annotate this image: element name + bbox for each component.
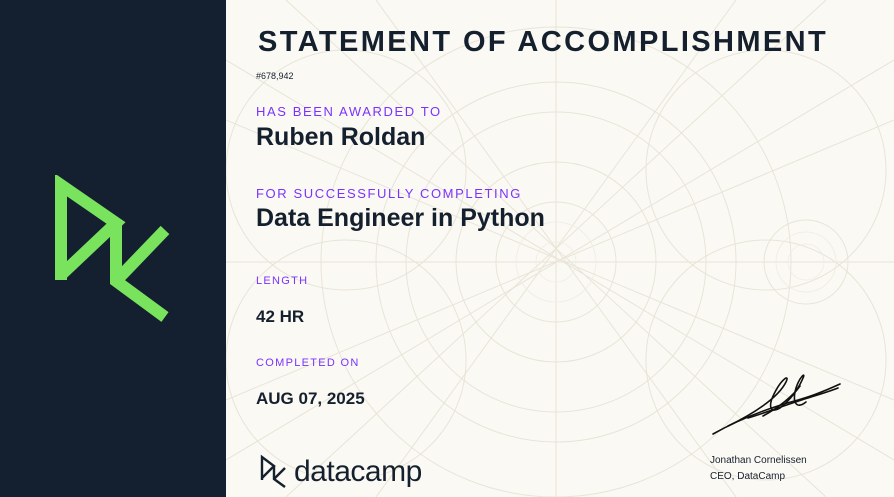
datacamp-small-logo-icon [258,454,288,490]
recipient-name: Ruben Roldan [256,123,426,151]
certificate-title: STATEMENT OF ACCOMPLISHMENT [258,26,829,58]
datacamp-logo-icon [50,175,175,330]
certificate-id: #678,942 [256,71,294,81]
length-value: 42 HR [256,307,305,326]
certificate-body [226,0,894,497]
completed-value: AUG 07, 2025 [256,389,365,408]
sidebar-panel [0,0,226,497]
signature [708,368,848,438]
brand-logo [258,452,422,492]
length-label: LENGTH [256,275,309,287]
brand-wordmark: datacamp [294,455,422,488]
signer-title: CEO, DataCamp [710,471,786,482]
course-name: Data Engineer in Python [256,204,545,232]
completed-label: COMPLETED ON [256,357,360,369]
completing-label: FOR SUCCESSFULLY COMPLETING [256,186,522,201]
signer-name: Jonathan Cornelissen [710,455,807,466]
awarded-label: HAS BEEN AWARDED TO [256,104,442,119]
